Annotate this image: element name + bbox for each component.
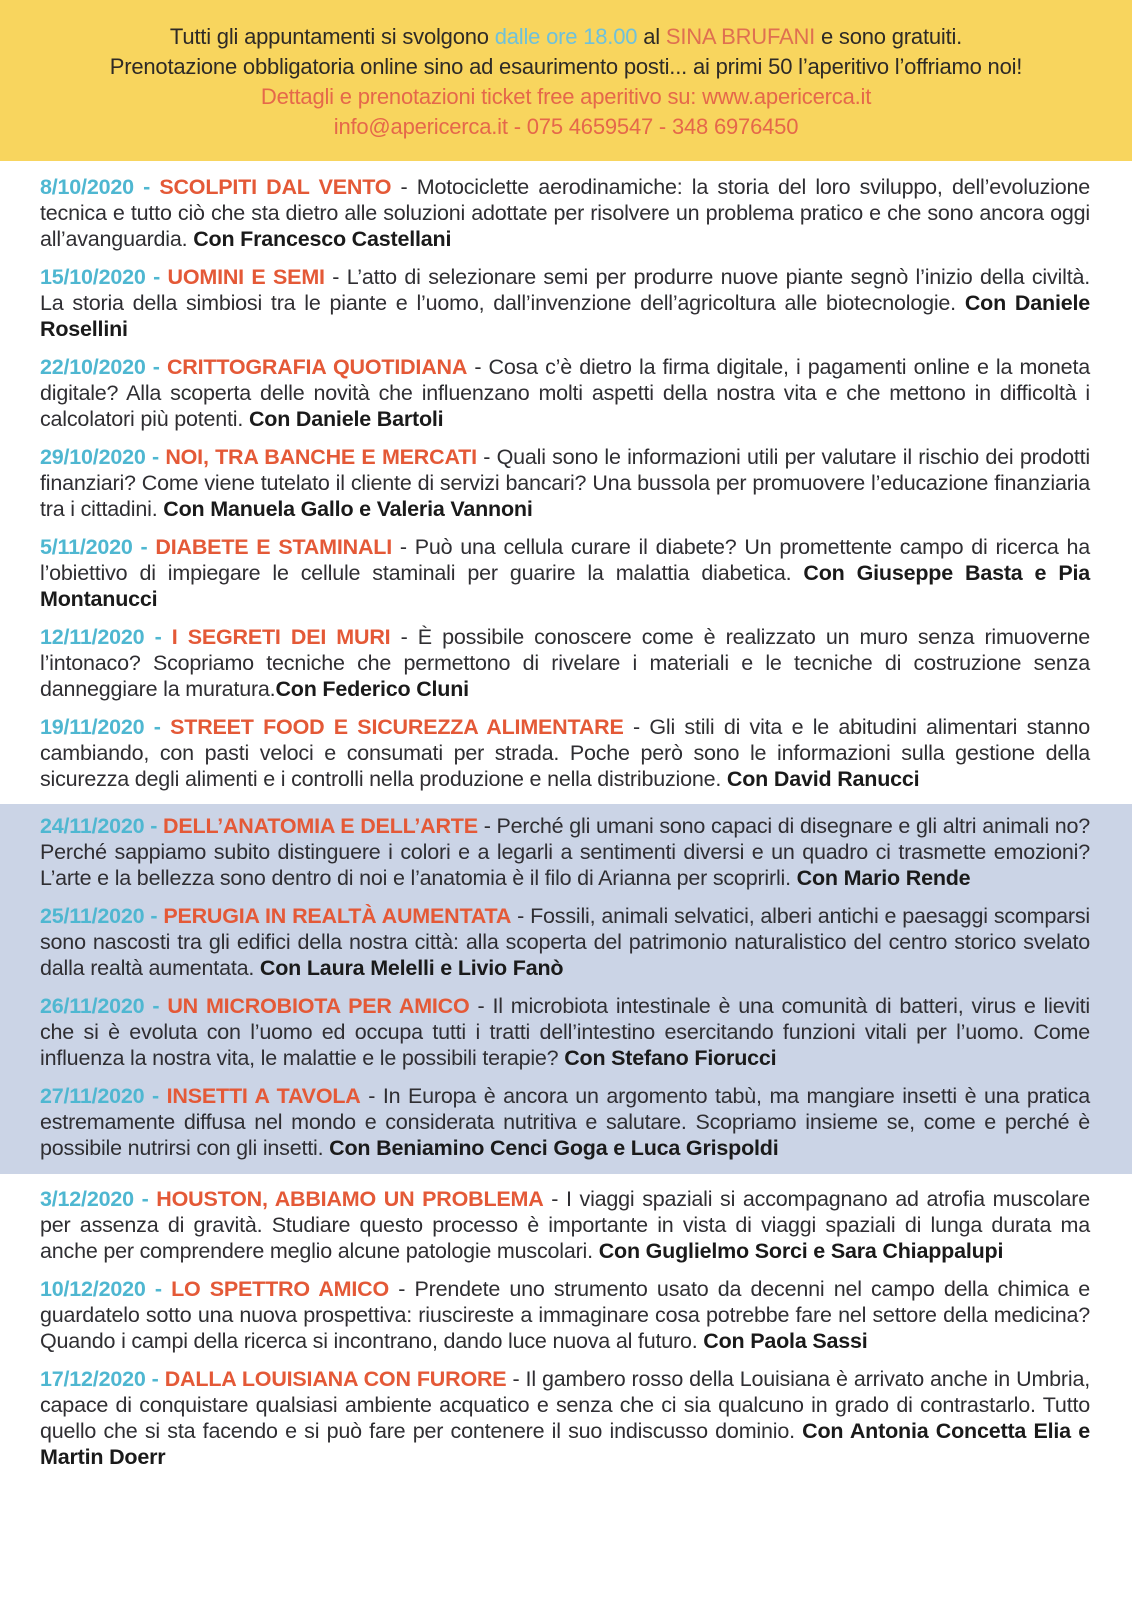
event-item xyxy=(40,624,1090,702)
event-date: 26/11/2020 - xyxy=(40,994,168,1018)
website-link[interactable]: www.apericerca.it xyxy=(702,84,872,109)
event-description: - Il gambero rosso della Louisiana è arrivato anche in Umbria, capace di conquistare qualsiasi ambiente acquatico e senza che ci sia qualcuno in grado di contrastarlo. Tutto quello che si sta facendo e si può fare per contenere il suo indiscusso dominio. xyxy=(40,1367,1090,1443)
event-date: 15/10/2020 - xyxy=(40,265,168,289)
event-text xyxy=(40,174,1090,252)
event-title: DIABETE E STAMINALI xyxy=(155,535,392,559)
event-title: INSETTI A TAVOLA xyxy=(166,1084,361,1108)
event-description: - Quali sono le informazioni utili per valutare il rischio dei prodotti finanziari? Come viene tutelato il cliente di servizi bancari? Una bussola per promuovere l’educazione finanziaria tra i cittadini. xyxy=(40,445,1090,521)
event-item xyxy=(40,903,1090,981)
event-item xyxy=(40,1083,1090,1161)
event-item xyxy=(40,354,1090,432)
event-title: LO SPETTRO AMICO xyxy=(171,1277,390,1301)
event-text xyxy=(40,444,1090,522)
event-speakers: Con Stefano Fiorucci xyxy=(564,1046,777,1070)
event-text xyxy=(40,1083,1090,1161)
highlighted-events-band xyxy=(0,804,1132,1174)
event-date: 19/11/2020 - xyxy=(40,715,171,739)
event-speakers: Con Beniamino Cenci Goga e Luca Grispoldi xyxy=(329,1136,779,1160)
event-item xyxy=(40,993,1090,1071)
event-speakers: Con Francesco Castellani xyxy=(193,227,452,251)
event-item xyxy=(40,1186,1090,1264)
banner-venue: SINA BRUFANI xyxy=(665,24,816,49)
event-description: - Gli stili di vita e le abitudini alimentari stanno cambiando, con pasti veloci e consumati per strada. Poche però sono le informazioni sulla gestione della sicurezza degli alimenti e i controlli nella produzione e nella distribuzione. xyxy=(40,715,1090,791)
event-description: - L’atto di selezionare semi per produrre nuove piante segnò l’inizio della civiltà. La storia della simbiosi tra le piante e l’uomo, dall’invenzione dell’agricoltura alle biotecnologie. xyxy=(40,265,1090,315)
header-banner xyxy=(0,0,1132,161)
event-speakers: Con Mario Rende xyxy=(796,866,971,890)
event-speakers: Con Federico Cluni xyxy=(275,677,469,701)
event-date: 29/10/2020 - xyxy=(40,445,166,469)
event-item xyxy=(40,264,1090,342)
banner-details-text: Dettagli e prenotazioni ticket free aperitivo su: xyxy=(260,84,703,109)
event-speakers: Con Manuela Gallo e Valeria Vannoni xyxy=(163,497,533,521)
banner-line-3 xyxy=(261,83,871,110)
event-speakers: Con David Ranucci xyxy=(726,767,920,791)
event-title: NOI, TRA BANCHE E MERCATI xyxy=(165,445,477,469)
event-item xyxy=(40,1276,1090,1354)
event-text xyxy=(40,264,1090,342)
email-link[interactable]: info@apericerca.it xyxy=(333,114,508,139)
event-speakers: Con Laura Melelli e Livio Fanò xyxy=(259,956,564,980)
event-description: - Fossili, animali selvatici, alberi antichi e paesaggi scomparsi sono nascosti tra gli edifici della nostra città: alla scoperta del patrimonio naturalistico del centro storico svelato dalla realtà aumentata. xyxy=(40,904,1090,980)
event-title: UN MICROBIOTA PER AMICO xyxy=(167,994,470,1018)
event-title: DALLA LOUISIANA CON FURORE xyxy=(164,1367,507,1391)
banner-intro-text: Tutti gli appuntamenti si svolgono xyxy=(169,24,495,49)
event-description: - Può una cellula curare il diabete? Un promettente campo di ricerca ha l’obiettivo di impiegare le cellule staminali per guarire la malattia diabetica. xyxy=(40,535,1090,585)
event-date: 12/11/2020 - xyxy=(40,625,172,649)
event-description: - I viaggi spaziali si accompagnano ad atrofia muscolare per assenza di gravità. Studiare questo processo è importante in vista di viaggi spaziali di lunga durata ma anche per comprendere meglio alcune patologie muscolari. xyxy=(40,1187,1090,1263)
banner-outro-text: e sono gratuiti. xyxy=(815,24,963,49)
event-description: - In Europa è ancora un argomento tabù, ma mangiare insetti è una pratica estremamente diffusa nel mondo e considerata nutritiva e salutare. Scopriamo insieme se, come e perché è possibile nutrirsi con gli insetti. xyxy=(40,1084,1090,1160)
events-list xyxy=(0,161,1132,1470)
event-description: - Motociclette aerodinamiche: la storia del loro sviluppo, dell’evoluzione tecnica e tutto ciò che sta dietro alle soluzioni adottate per risolvere un problema pratico e che sono ancora oggi all’avanguardia. xyxy=(40,175,1090,251)
event-item xyxy=(40,813,1090,891)
banner-line-1 xyxy=(170,23,962,50)
banner-time: dalle ore 18.00 xyxy=(494,24,638,49)
event-text xyxy=(40,813,1090,891)
event-title: UOMINI E SEMI xyxy=(167,265,325,289)
event-speakers: Con Guglielmo Sorci e Sara Chiappalupi xyxy=(598,1239,1004,1263)
phone-numbers: - 075 4659547 - 348 6976450 xyxy=(507,114,799,139)
banner-line-4 xyxy=(334,113,798,140)
event-text xyxy=(40,1186,1090,1264)
event-text xyxy=(40,993,1090,1071)
event-speakers: Con Giuseppe Basta e Pia Montanucci xyxy=(40,561,1090,611)
event-text xyxy=(40,714,1090,792)
event-item xyxy=(40,714,1090,792)
event-speakers: Con Daniele Bartoli xyxy=(248,407,444,431)
event-date: 5/11/2020 - xyxy=(40,535,156,559)
event-date: 22/10/2020 - xyxy=(40,355,167,379)
banner-line-2: Prenotazione obbligatoria online sino ad esaurimento posti... ai primi 50 l’aperitivo l’offriamo noi! xyxy=(109,54,1023,79)
event-item xyxy=(40,534,1090,612)
event-description: - Cosa c’è dietro la firma digitale, i pagamenti online e la moneta digitale? Alla scoperta delle novità che influenzano molti aspetti della nostra vita e che mettono in difficoltà i calcolatori più potenti. xyxy=(40,355,1090,431)
event-date: 24/11/2020 - xyxy=(40,814,164,838)
event-text xyxy=(40,624,1090,702)
event-text xyxy=(40,903,1090,981)
event-speakers: Con Antonia Concetta Elia e Martin Doerr xyxy=(40,1419,1090,1469)
event-text xyxy=(40,534,1090,612)
event-title: SCOLPITI DAL VENTO xyxy=(159,175,392,199)
event-title: HOUSTON, ABBIAMO UN PROBLEMA xyxy=(156,1187,544,1211)
event-speakers: Con Daniele Rosellini xyxy=(40,291,1091,341)
event-title: DELL’ANATOMIA E DELL’ARTE xyxy=(163,814,478,838)
event-title: STREET FOOD E SICUREZZA ALIMENTARE xyxy=(170,715,624,739)
event-title: PERUGIA IN REALTÀ AUMENTATA xyxy=(163,904,512,928)
event-date: 3/12/2020 - xyxy=(40,1187,157,1211)
event-description: - Perché gli umani sono capaci di disegnare e gli altri animali no? Perché sappiamo subito distinguere i colori e a legarli a sentimenti diversi e un quadro ci trasmette emozioni? L’arte e la bellezza sono dentro di noi e l’anatomia è il filo di Arianna per scoprirli. xyxy=(40,814,1091,890)
event-speakers: Con Paola Sassi xyxy=(703,1329,868,1353)
event-date: 27/11/2020 - xyxy=(40,1084,167,1108)
event-text xyxy=(40,1276,1090,1354)
event-text xyxy=(40,354,1090,432)
event-date: 8/10/2020 - xyxy=(40,175,160,199)
event-date: 10/12/2020 - xyxy=(40,1277,172,1301)
event-description: - È possibile conoscere come è realizzato un muro senza rimuoverne l’intonaco? Scopriamo tecniche che permettono di rivelare i materiali e le tecniche di costruzione senza danneggiare la muratura. xyxy=(40,625,1090,701)
event-item xyxy=(40,444,1090,522)
event-date: 17/12/2020 - xyxy=(40,1367,165,1391)
event-description: - Prendete uno strumento usato da decenni nel campo della chimica e guardatelo sotto una nuova prospettiva: riuscireste a immaginare cosa potrebbe fare nel settore della medicina? Quando i campi della ricerca si incontrano, dando luce nuova al futuro. xyxy=(40,1277,1090,1353)
banner-mid-text: al xyxy=(637,24,666,49)
event-title: CRITTOGRAFIA QUOTIDIANA xyxy=(166,355,468,379)
event-item xyxy=(40,174,1090,252)
event-description: - Il microbiota intestinale è una comunità di batteri, virus e lieviti che si è evoluta con l’uomo ed occupa tutti i tratti dell’intestino esercitando funzioni vitali per l’uomo. Come influenza la nostra vita, le malattie e le possibili terapie? xyxy=(40,994,1090,1070)
event-title: I SEGRETI DEI MURI xyxy=(171,625,391,649)
event-date: 25/11/2020 - xyxy=(40,904,164,928)
event-item xyxy=(40,1366,1090,1470)
event-text xyxy=(40,1366,1090,1470)
